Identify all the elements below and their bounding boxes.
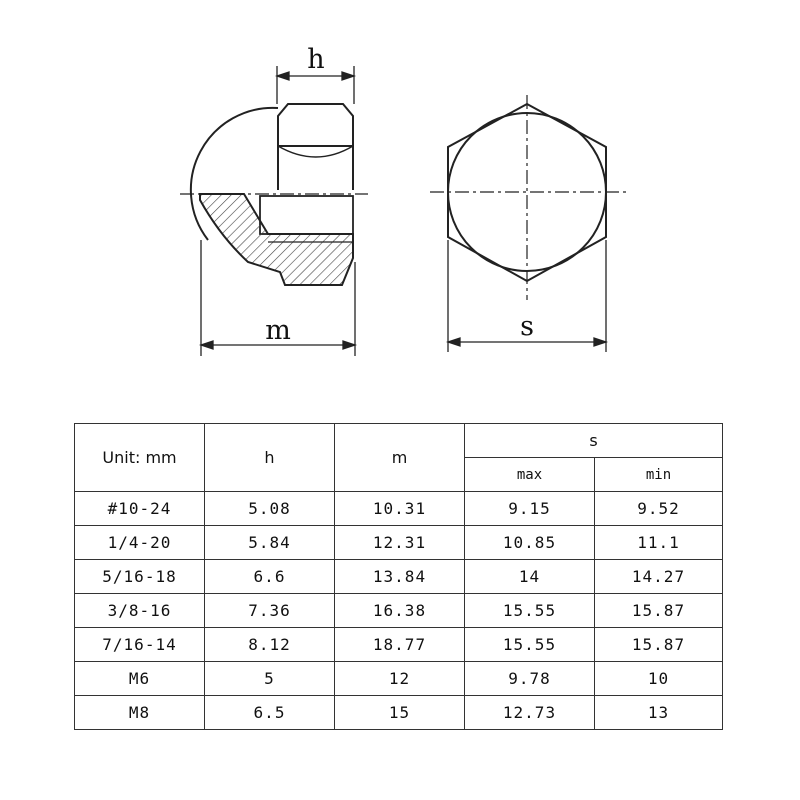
cell-h: 7.36	[205, 594, 335, 628]
thread-bore	[260, 196, 353, 234]
col-header-h: h	[205, 424, 335, 492]
cell-m: 18.77	[335, 628, 465, 662]
table-row	[75, 628, 723, 662]
dimension-s-label: s	[520, 311, 534, 342]
cell-s-max: 14	[465, 560, 595, 594]
cell-m: 12	[335, 662, 465, 696]
cell-size: #10-24	[75, 492, 205, 526]
cell-s-min: 15.87	[595, 628, 723, 662]
cell-m: 10.31	[335, 492, 465, 526]
cell-m: 16.38	[335, 594, 465, 628]
cell-size: M6	[75, 662, 205, 696]
cell-h: 6.6	[205, 560, 335, 594]
cell-m: 12.31	[335, 526, 465, 560]
unit-header: Unit: mm	[75, 424, 205, 492]
dimension-h-label: h	[307, 44, 325, 75]
cell-s-max: 12.73	[465, 696, 595, 730]
table-row	[75, 662, 723, 696]
cell-s-max: 9.15	[465, 492, 595, 526]
cell-size: 1/4-20	[75, 526, 205, 560]
cell-s-min: 15.87	[595, 594, 723, 628]
col-header-s: s	[465, 424, 723, 458]
cell-s-max: 15.55	[465, 594, 595, 628]
cell-size: 3/8-16	[75, 594, 205, 628]
cell-s-max: 10.85	[465, 526, 595, 560]
cell-h: 5.84	[205, 526, 335, 560]
table-row	[75, 492, 723, 526]
section-hatch	[200, 194, 353, 285]
cell-s-max: 15.55	[465, 628, 595, 662]
cell-s-min: 13	[595, 696, 723, 730]
spec-table	[74, 423, 723, 730]
cell-m: 15	[335, 696, 465, 730]
table-row	[75, 560, 723, 594]
cell-m: 13.84	[335, 560, 465, 594]
table-row	[75, 696, 723, 730]
col-header-m: m	[335, 424, 465, 492]
cell-h: 8.12	[205, 628, 335, 662]
cell-s-min: 14.27	[595, 560, 723, 594]
table-row	[75, 526, 723, 560]
cell-size: 5/16-18	[75, 560, 205, 594]
cell-s-max: 9.78	[465, 662, 595, 696]
cell-h: 6.5	[205, 696, 335, 730]
col-header-s-max: max	[465, 458, 595, 492]
cell-s-min: 11.1	[595, 526, 723, 560]
cell-s-min: 10	[595, 662, 723, 696]
cell-h: 5.08	[205, 492, 335, 526]
cell-h: 5	[205, 662, 335, 696]
cell-s-min: 9.52	[595, 492, 723, 526]
cell-size: 7/16-14	[75, 628, 205, 662]
cell-size: M8	[75, 696, 205, 730]
table-row	[75, 594, 723, 628]
col-header-s-min: min	[595, 458, 723, 492]
dimension-m-label: m	[265, 315, 291, 346]
